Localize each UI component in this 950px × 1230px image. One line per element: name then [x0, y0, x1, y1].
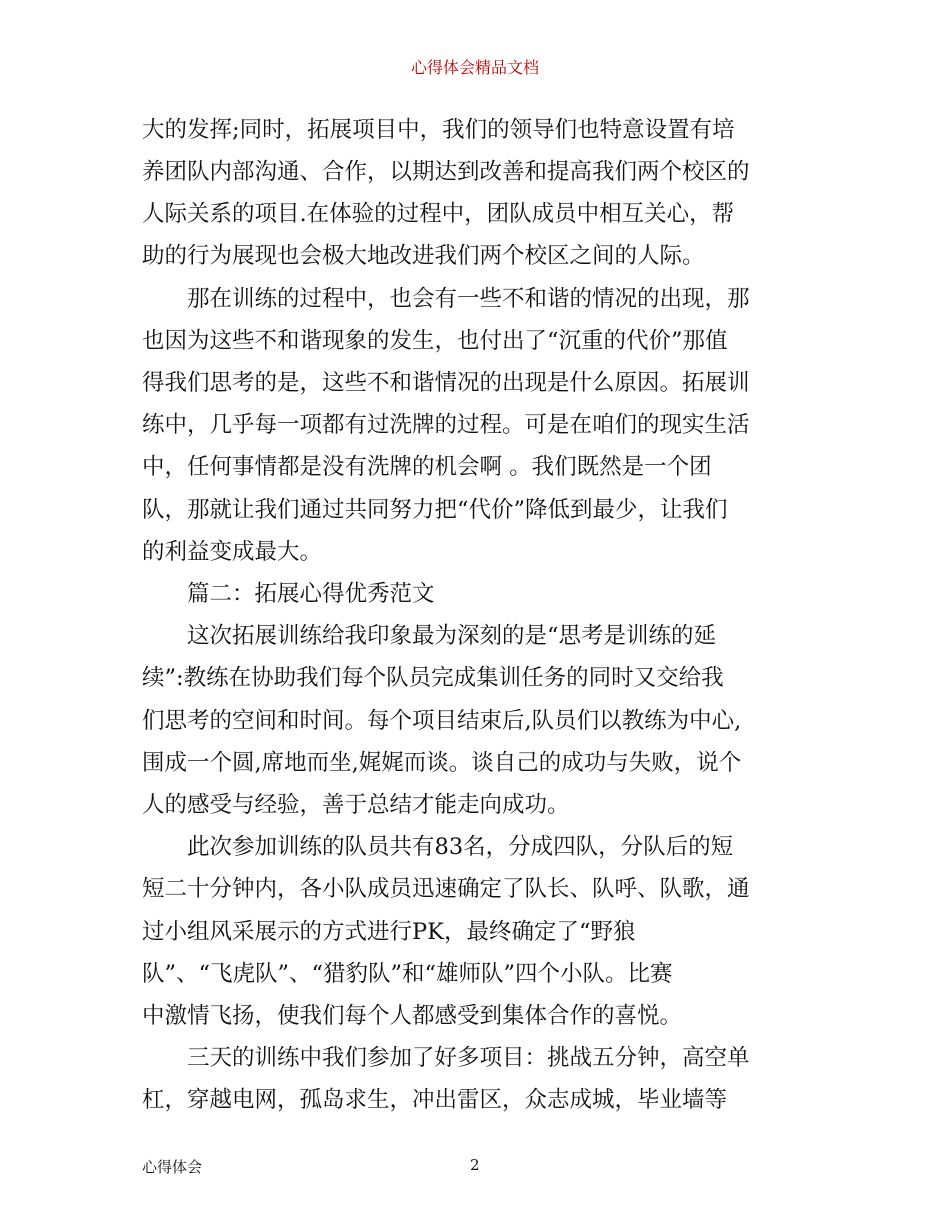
text-line: 练中，几乎每一项都有过洗牌的过程。可是在咱们的现实生活 [142, 412, 750, 438]
text-line: 们思考的空间和时间。每个项目结束后,队员们以教练为中心, [142, 708, 742, 734]
text-line: 此次参加训练的队员共有83名，分成四队，分队后的短 [142, 834, 734, 860]
text-line: 续”:教练在协助我们每个队员完成集训任务的同时又交给我 [142, 665, 724, 691]
text-line: 人的感受与经验，善于总结才能走向成功。 [142, 792, 570, 818]
footer-label: 心得体会 [142, 1158, 203, 1176]
text-line: 中，任何事情都是没有洗牌的机会啊 。我们既然是一个团 [142, 454, 712, 480]
text-line: 短二十分钟内，各小队成员迅速确定了队长、队呼、队歌，通 [142, 876, 750, 902]
text-line: 围成一个圆,席地而坐,娓娓而谈。谈自己的成功与失败，说个 [142, 750, 742, 776]
text-line: 杠，穿越电网，孤岛求生，冲出雷区，众志成城，毕业墙等 [142, 1087, 728, 1113]
text-line: 养团队内部沟通、合作，以期达到改善和提高我们两个校区的 [142, 159, 750, 185]
page-number: 2 [470, 1156, 480, 1174]
text-line: 中激情飞扬，使我们每个人都感受到集体合作的喜悦。 [142, 1003, 683, 1029]
text-line: 也因为这些不和谐现象的发生，也付出了“沉重的代价”那值 [142, 328, 728, 354]
page-header: 心得体会精品文档 [410, 58, 539, 77]
text-line: 人际关系的项目.在体验的过程中，团队成员中相互关心，帮 [142, 201, 735, 227]
text-line: 助的行为展现也会极大地改进我们两个校区之间的人际。 [142, 243, 705, 269]
section-heading: 篇二：拓展心得优秀范文 [142, 581, 435, 607]
text-line: 这次拓展训练给我印象最为深刻的是“思考是训练的延 [142, 623, 717, 649]
text-line: 队，那就让我们通过共同努力把“代价”降低到最少，让我们 [142, 497, 728, 523]
text-line: 三天的训练中我们参加了好多项目：挑战五分钟，高空单 [142, 1045, 750, 1071]
text-line: 过小组风采展示的方式进行PK，最终确定了“野狼 [142, 919, 636, 945]
text-line: 那在训练的过程中，也会有一些不和谐的情况的出现，那 [142, 286, 750, 312]
text-line: 大的发挥;同时，拓展项目中，我们的领导们也特意设置有培 [142, 117, 735, 143]
text-line: 队”、“飞虎队”、“猎豹队”和“雄师队”四个小队。比赛 [142, 961, 673, 987]
text-line: 的利益变成最大。 [142, 539, 323, 565]
text-line: 得我们思考的是，这些不和谐情况的出现是什么原因。拓展训 [142, 370, 750, 396]
